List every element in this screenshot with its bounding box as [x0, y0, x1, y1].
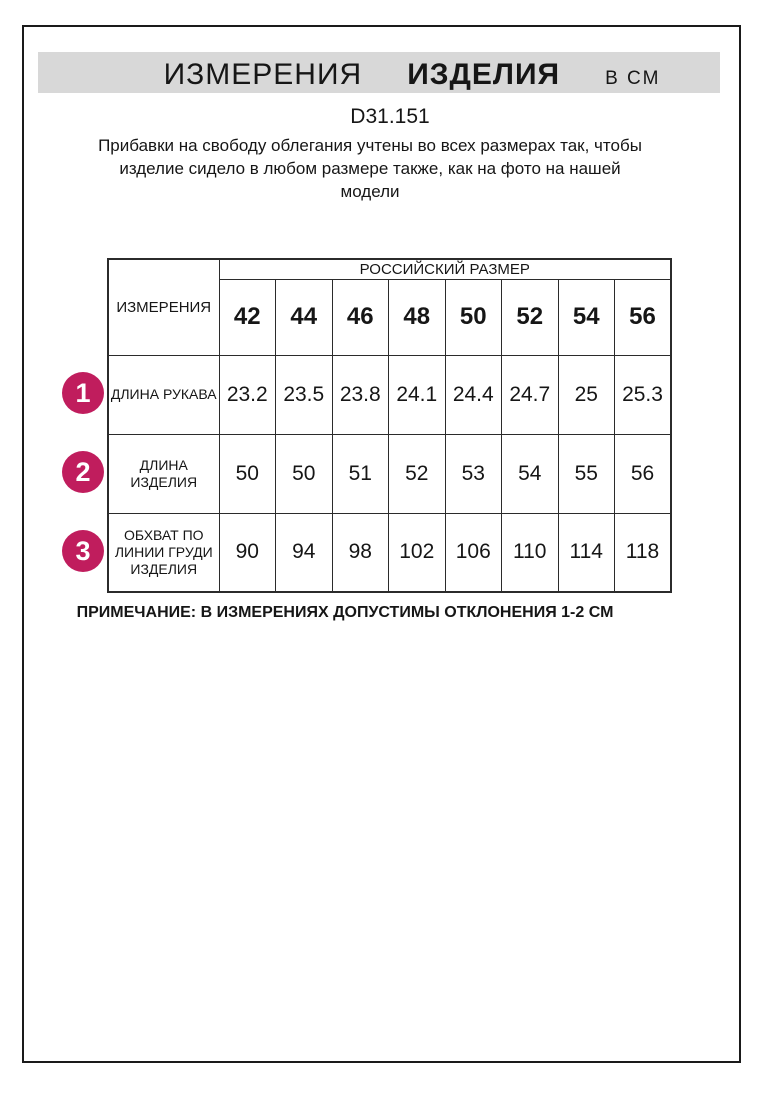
value-cell: 90 [219, 513, 276, 592]
value-cell: 98 [332, 513, 389, 592]
size-table-area [107, 258, 672, 593]
title-word-measurements: ИЗМЕРЕНИЯ [163, 58, 363, 91]
value-cell: 25 [558, 355, 615, 434]
title-bar [38, 52, 720, 93]
size-header: 46 [332, 279, 389, 355]
value-cell: 53 [445, 434, 502, 513]
row-label-line: ОБХВАТ ПО [123, 526, 204, 543]
size-header: 56 [615, 279, 672, 355]
value-cell: 24.7 [502, 355, 559, 434]
row-marker-number: 1 [75, 377, 91, 408]
value-cell: 94 [276, 513, 333, 592]
row-marker-1 [62, 372, 104, 414]
value-cell: 114 [558, 513, 615, 592]
size-header: 52 [502, 279, 559, 355]
tolerance-note: ПРИМЕЧАНИЕ: В ИЗМЕРЕНИЯХ ДОПУСТИМЫ ОТКЛОНЕНИЯ 1-2 СМ [76, 604, 614, 621]
value-cell: 118 [615, 513, 672, 592]
row-label-line: ИЗДЕЛИЯ [130, 560, 198, 577]
value-cell: 50 [219, 434, 276, 513]
russian-size-group-header: РОССИЙСКИЙ РАЗМЕР [219, 259, 671, 279]
row-label [108, 513, 219, 592]
table-row [108, 259, 671, 279]
value-cell: 25.3 [615, 355, 672, 434]
row-marker-2 [62, 451, 104, 493]
row-marker-3 [62, 530, 104, 572]
size-header: 44 [276, 279, 333, 355]
value-cell: 54 [502, 434, 559, 513]
title-text-group [164, 58, 661, 92]
title-unit-cm: В СМ [605, 68, 661, 89]
row-label-line: ДЛИНА РУКАВА [110, 386, 217, 402]
row-marker-number: 3 [75, 535, 91, 566]
table-row [108, 434, 671, 513]
value-cell: 23.5 [276, 355, 333, 434]
value-cell: 23.2 [219, 355, 276, 434]
value-cell: 110 [502, 513, 559, 592]
fit-description [40, 134, 700, 203]
row-label [108, 434, 219, 513]
row-label-line: ДЛИНА [139, 456, 188, 473]
value-cell: 23.8 [332, 355, 389, 434]
size-header: 50 [445, 279, 502, 355]
value-cell: 102 [389, 513, 446, 592]
row-label [108, 355, 219, 434]
value-cell: 55 [558, 434, 615, 513]
article-code: D31.151 [350, 105, 430, 128]
size-header: 48 [389, 279, 446, 355]
value-cell: 50 [276, 434, 333, 513]
row-label-line: ИЗДЕЛИЯ [130, 473, 198, 490]
value-cell: 52 [389, 434, 446, 513]
row-marker-number: 2 [75, 456, 91, 487]
fit-description-line: модели [340, 182, 400, 201]
title-word-product: ИЗДЕЛИЯ [407, 58, 561, 91]
value-cell: 24.4 [445, 355, 502, 434]
size-header: 54 [558, 279, 615, 355]
value-cell: 56 [615, 434, 672, 513]
table-row [108, 513, 671, 592]
fit-description-line: Прибавки на свободу облегания учтены во всех размерах так, чтобы [98, 136, 642, 155]
value-cell: 24.1 [389, 355, 446, 434]
fit-description-line: изделие сидело в любом размере также, как на фото на нашей [119, 159, 621, 178]
row-label-line: ЛИНИИ ГРУДИ [114, 543, 213, 560]
size-header: 42 [219, 279, 276, 355]
measurements-corner-header: ИЗМЕРЕНИЯ [108, 259, 219, 355]
table-row [108, 355, 671, 434]
value-cell: 51 [332, 434, 389, 513]
value-cell: 106 [445, 513, 502, 592]
size-table [107, 258, 672, 593]
